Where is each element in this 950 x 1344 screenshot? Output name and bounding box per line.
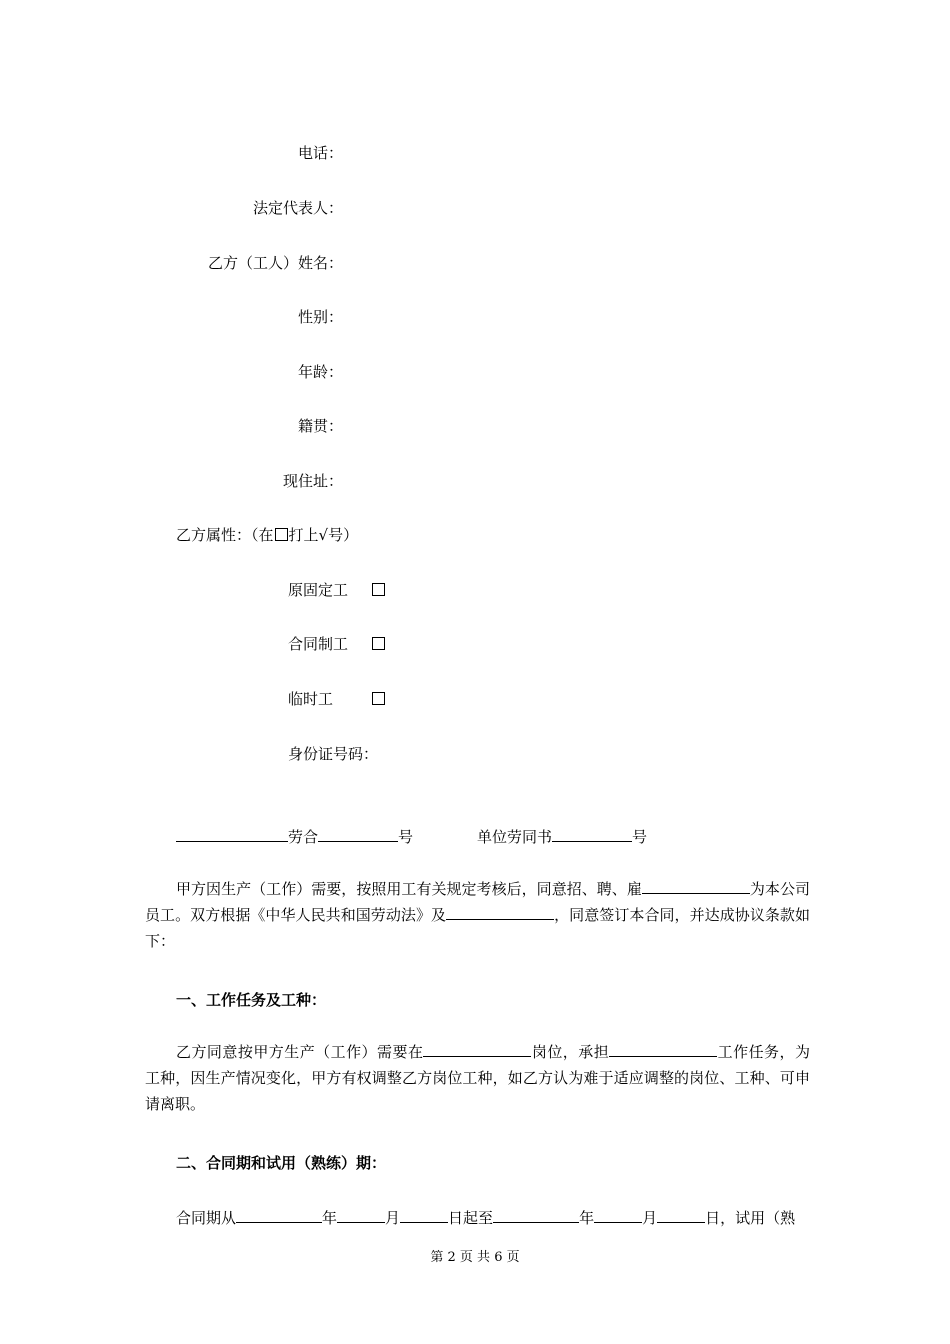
checkbox-icon[interactable]	[372, 637, 385, 650]
page-footer: 第 2 页 共 6 页	[430, 1250, 520, 1265]
checkbox-icon[interactable]	[372, 692, 385, 705]
blank-line	[493, 1207, 579, 1223]
age-label: 年龄：	[297, 363, 343, 381]
s2-t3: 月	[385, 1209, 401, 1227]
section1-text1: 乙方同意按甲方生产（工作）需要在	[176, 1043, 424, 1061]
s2-t6: 月	[642, 1209, 658, 1227]
s2-t5: 年	[579, 1209, 595, 1227]
blank-line	[318, 826, 398, 842]
section1-heading: 一、工作任务及工种：	[176, 991, 327, 1009]
blank-line	[236, 1207, 322, 1223]
ref-part3: 单位劳同书	[477, 828, 553, 846]
section1-text2: 岗位，承担	[531, 1043, 610, 1061]
phone-label: 电话：	[297, 144, 343, 162]
native-place-label: 籍贯：	[297, 417, 343, 435]
option-label: 合同制工	[288, 635, 349, 653]
blank-line	[423, 1041, 531, 1057]
blank-line	[446, 904, 554, 920]
attribute-label: 乙方属性：（在	[176, 526, 274, 544]
s2-t1: 合同期从	[176, 1209, 237, 1227]
intro-text2: 为本公司员工。双方根据《中华人民共和国劳动法》及	[145, 880, 810, 924]
party-b-name-label: 乙方（工人）姓名：	[207, 254, 343, 272]
option-label: 原固定工	[288, 581, 349, 599]
checkbox-icon	[275, 528, 288, 541]
s2-t4: 日起至	[448, 1209, 494, 1227]
blank-line	[657, 1207, 705, 1223]
intro-text1: 甲方因生产（工作）需要，按照用工有关规定考核后，同意招、聘、雇	[176, 880, 642, 898]
blank-line	[400, 1207, 448, 1223]
blank-line	[552, 826, 632, 842]
s2-t7: 日，试用（熟	[705, 1209, 796, 1227]
blank-line	[176, 826, 288, 842]
section1-text3: 工作任务，为工种，因生产情况变化，甲方有权调整乙方岗位工种，如乙方认为难于适应调整的岗位、工种、可申请离职。	[145, 1043, 810, 1113]
section1-paragraph	[145, 1039, 810, 1117]
option-label: 临时工	[288, 690, 334, 708]
checkbox-icon[interactable]	[372, 583, 385, 596]
blank-line	[337, 1207, 385, 1223]
s2-t2: 年	[322, 1209, 338, 1227]
ref-part2: 号	[398, 828, 414, 846]
attribute-label-suffix: 打上√号）	[288, 526, 359, 544]
blank-line	[609, 1041, 717, 1057]
ref-part4: 号	[632, 828, 648, 846]
attribute-line	[176, 525, 358, 545]
gender-label: 性别：	[297, 308, 343, 326]
section2-paragraph	[176, 1207, 795, 1228]
option-temporary	[288, 689, 385, 709]
blank-line	[642, 878, 750, 894]
section2-heading: 二、合同期和试用（熟练）期：	[176, 1154, 387, 1172]
reference-line	[176, 826, 647, 847]
id-number-label: 身份证号码：	[288, 745, 379, 763]
option-original-fixed	[288, 580, 385, 600]
legal-rep-label: 法定代表人：	[252, 199, 343, 217]
ref-part1: 劳合	[288, 828, 319, 846]
option-contract	[288, 634, 385, 654]
address-label: 现住址：	[282, 472, 343, 490]
blank-line	[594, 1207, 642, 1223]
intro-paragraph	[145, 876, 810, 954]
intro-text3: ，同意签订本合同，并达成协议条款如下：	[145, 906, 810, 950]
